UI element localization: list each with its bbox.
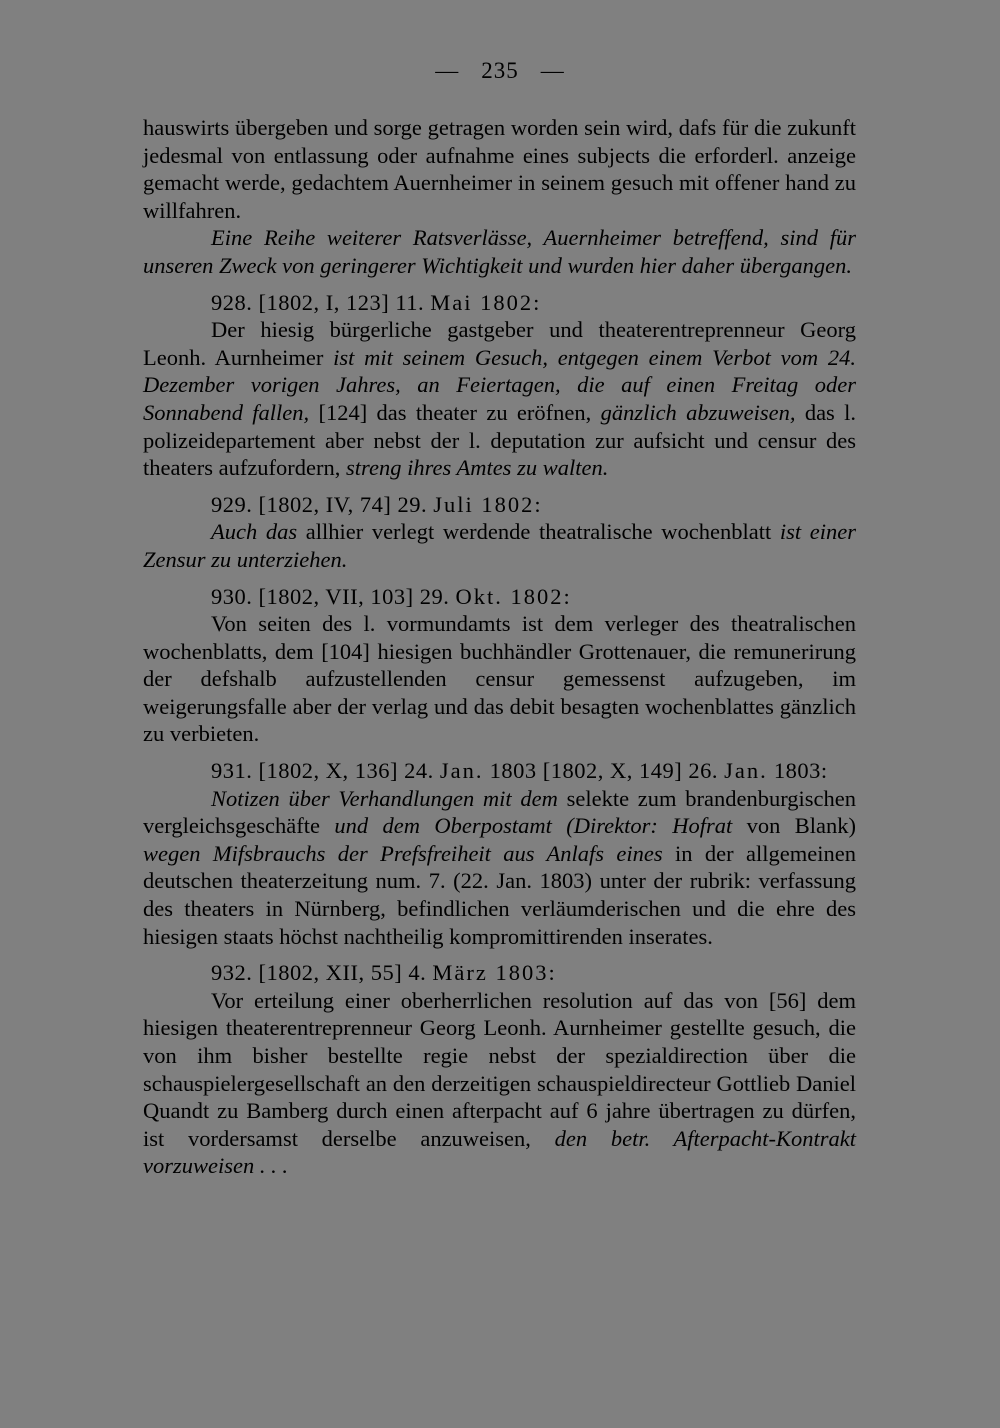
entry-929-body [143, 518, 856, 573]
entry-931-text-d: von Blank) [746, 813, 856, 839]
entry-932-text-a: Vor erteilung einer oberherrlichen resolution auf das von [56] dem hiesigen theaterentreprenneur Georg Leonh. Aurnheimer gestellte gesuch, die von ihm bisher bestellte regie nebst der spezialdirection über die schauspielergesellschaft an den derzeitigen schauspieldirecteur Gottlieb Daniel Quandt zu Bamberg durch einen afterpacht auf 6 jahre übertragen zu dürfen, ist vordersamst derselbe anzuweisen, [143, 987, 856, 1151]
entry-930-ref: 930. [1802, VII, 103] 29. [211, 583, 450, 609]
page-number: 235 [481, 58, 519, 83]
entry-931-date-2: Jan. [724, 758, 768, 784]
entry-931-italic-e: wegen Mifsbrauchs der Prefsfreiheit aus Anlafs eines [143, 840, 663, 866]
entry-928-italic-f: streng ihres Amtes zu walten. [346, 455, 609, 481]
header-dash-right: — [540, 58, 565, 83]
entry-932-date: März 1803: [432, 960, 557, 986]
entry-929-italic-c: ist einer Zensur zu unterziehen. [143, 519, 856, 572]
entry-930-heading [143, 583, 856, 611]
entry-928-body [143, 316, 856, 482]
entry-929-italic-a: Auch das [211, 519, 298, 545]
entry-931-text-f: in der allgemeinen deutschen theaterzeitung num. 7. (22. Jan. 1803) unter der rubrik: verfassung des theaters in Nürnberg, befindlichen verläumderischen und die ehre des hiesigen staats höchst nachtheilig kompromittirenden inserates. [143, 840, 856, 949]
entry-930-date: Okt. 1802: [455, 583, 572, 609]
entry-928-heading [143, 289, 856, 317]
entry-928-date: Mai 1802: [430, 289, 542, 315]
entry-931-year: 1803: [773, 758, 828, 784]
paragraph-continuation: hauswirts übergeben und sorge getragen worden sein wird, dafs für die zukunft jedesmal von entlassung oder aufnahme eines subjects die erforderl. anzeige gemacht werde, gedachtem Auernheimer in seinem gesuch mit offener hand zu willfahren. [143, 115, 856, 223]
entry-928-text-a: Der hiesig bürgerliche gastgeber und theaterentreprenneur Georg Leonh. Aurnheimer [143, 317, 856, 370]
entry-931-italic-a: Notizen über Verhandlungen mit dem [211, 785, 558, 811]
entry-932-ref: 932. [1802, XII, 55] 4. [211, 960, 427, 986]
entry-932-body [143, 987, 856, 1180]
entry-931-heading [143, 757, 856, 785]
editorial-note-text: Eine Reihe weiterer Ratsverlässe, Auernheimer betreffend, sind für unseren Zweck von geringerer Wichtigkeit und wurden hier daher übergangen. [143, 225, 856, 278]
entry-928-italic-b: ist mit seinem Gesuch, entgegen einem Verbot vom 24. Dezember vorigen Jahres, an Feiertagen, die auf einen Freitag oder Sonnabend fallen, [143, 344, 856, 425]
entry-931-body [143, 785, 856, 951]
entry-929-date: Juli 1802: [433, 491, 543, 517]
entry-929-heading [143, 491, 856, 519]
entry-928-italic-d: gänzlich abzuweisen, [600, 399, 796, 425]
entry-931-ref: 931. [1802, X, 136] 24. [211, 758, 434, 784]
entry-932-italic-b: den betr. Afterpacht-Kontrakt vorzuweisen . . . [143, 1125, 856, 1179]
entry-930-body: Von seiten des l. vormundamts ist dem verleger des theatralischen wochenblatts, dem [104] hiesigen buchhändler Grottenauer, die remunerirung der defshalb aufzustellenden censur gemessenst aufzugeben, im weigerungsfalle aber der verlag und das debit besagten wochenblattes gänzlich zu verbieten. [143, 611, 856, 747]
page-header [0, 58, 1000, 84]
entry-928-text-c: [124] das theater zu eröfnen, [318, 399, 592, 425]
header-dash-left: — [435, 58, 460, 83]
entry-929-text-b: allhier verlegt werdende theatralische wochenblatt [305, 519, 772, 545]
entry-931-text-b: selekte zum brandenburgischen vergleichsgeschäfte [143, 785, 857, 839]
body-text [143, 114, 856, 1180]
entry-931-date-1: Jan. [439, 758, 484, 784]
entry-931-italic-c: und dem Oberpostamt (Direktor: Hofrat [334, 813, 733, 839]
entry-928-text-e: das l. polizeidepartement aber nebst der l. deputation zur aufsicht und censur des theaters aufzufordern, [143, 399, 856, 481]
entry-931-ref-2: 1803 [1802, X, 149] 26. [489, 758, 718, 784]
entry-929-ref: 929. [1802, IV, 74] 29. [211, 491, 428, 517]
entry-932-heading [143, 959, 856, 987]
entry-928-ref: 928. [1802, I, 123] 11. [211, 289, 425, 315]
editorial-note [143, 224, 856, 279]
